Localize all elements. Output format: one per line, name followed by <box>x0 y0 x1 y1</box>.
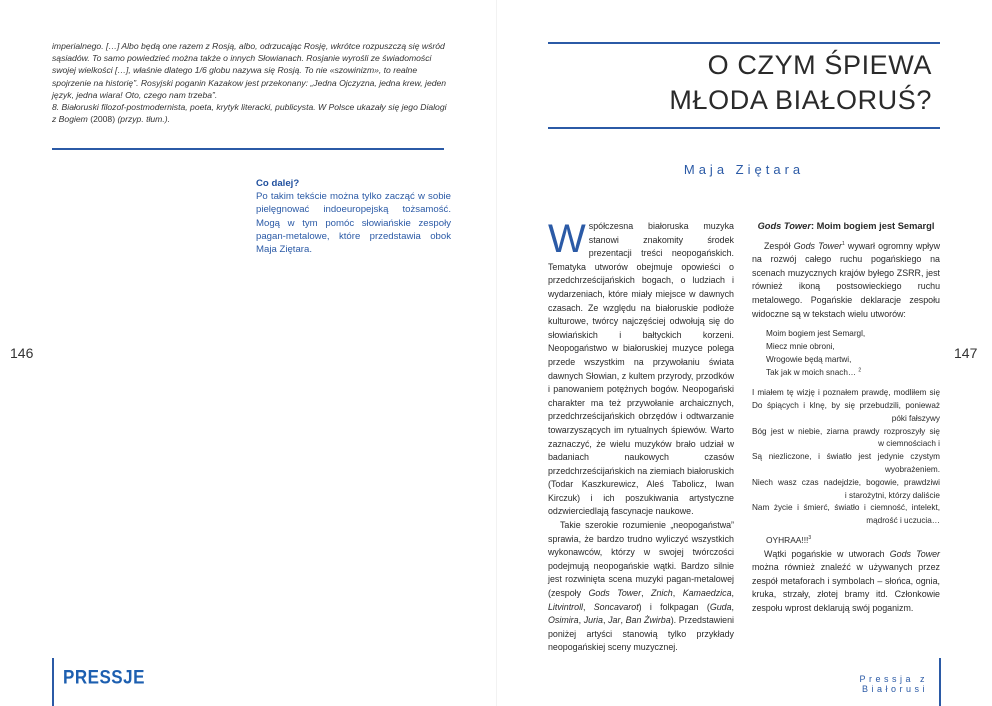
band-name: Juria <box>583 615 603 626</box>
lyrics-verse-1 <box>752 327 940 379</box>
subheading-text: : Moim bogiem jest Semargl <box>810 221 935 231</box>
footnote-8 <box>52 101 450 125</box>
footnote-text: imperialnego. […] Albo będą one razem z Rosją, albo, odrzucając Rosję, wkrótce rozpuszczą się wśród sąsiadów. To samo powiedzieć można także o innych Słowianach. Rosjanie wyrośli ze świadomości swojej wielkości […], właśnie dlatego 1/6 globu nazywa się Rosją. To nie «szowinizm», to realne spojrzenie na historię”. Rosyjski poganin Kazakow jest przekonany: „Jedna Ojczyzna, jedna krew, jeden język, jedna wiara! Oto, czego nam trzeba”. <box>52 41 447 100</box>
section-subheading <box>752 220 940 234</box>
footnote-ref: 3 <box>808 535 812 542</box>
verse-line: Nam życie i śmierć, światło i ciemność, intelekt, <box>752 503 940 513</box>
verse-line <box>766 366 940 379</box>
verse-line: Bóg jest w niebie, ziarna prawdy rozproszyły się <box>752 426 940 436</box>
footnote-divider <box>52 148 444 150</box>
verse-line-cont: mądrość i uczucia… <box>866 516 940 526</box>
title-rule-bottom <box>548 127 940 129</box>
article-column-1 <box>548 217 735 655</box>
title-line-1: O CZYM ŚPIEWA <box>707 50 932 80</box>
second-paragraph <box>548 519 734 655</box>
text-run: , <box>583 601 594 612</box>
verse-line-cont: póki fałszywy <box>891 413 940 423</box>
band-name: Gods Tower <box>889 548 940 559</box>
verse-line: I miałem tę wizję i poznałem prawdę, modliłem się <box>752 388 940 398</box>
running-footer: Pressja z Białorusi <box>859 674 928 694</box>
footer-bar-right <box>939 658 941 706</box>
band-name: Guda <box>709 601 732 612</box>
subheading-band: Gods Tower <box>757 221 811 231</box>
whats-next-title: Co dalej? <box>256 178 300 189</box>
drop-cap: W <box>548 217 586 261</box>
whats-next-body: Po takim tekście można tylko zacząć w sobie pielęgnować indoeuropejską tożsamość. Mogą w tym pomóc słowiańskie zespoły pagan-metalowe, które przedstawia obok Maja Ziętara. <box>256 191 451 256</box>
text-run: Zespół <box>764 240 794 251</box>
text-run: , <box>620 615 626 626</box>
text-run: , <box>602 615 609 626</box>
verse-line: Wrogowie będą martwi, <box>766 355 852 365</box>
title-line-2: MŁODA BIAŁORUŚ? <box>669 85 932 115</box>
text-run: wywarł ogromny wpływ na rozwój całego ruchu pogańskiego na scenach muzycznych krajów byłego ZSRR, jest również ikoną postsowieckiego ruchu metalowego. Pogańskie deklaracje zespołu widoczne są w tekstach wielu utworów: <box>752 240 940 319</box>
verse-line: Do śpiących i klnę, by się przebudzili, ponieważ <box>752 400 940 410</box>
intro-paragraph <box>548 217 734 519</box>
verse-line-cont: i starożytni, którzy daliście <box>844 490 940 500</box>
footnote-8-note: (przyp. tłum.). <box>115 114 170 125</box>
band-name: Znich <box>651 588 673 599</box>
text-run: , <box>731 588 734 599</box>
footnote-8-text: 8. Białoruski filozof-postmodernista, poeta, krytyk literacki, publicysta. W Polsce ukazały się jego Dialogi z Bogiem <box>52 102 447 125</box>
title-rule-top <box>548 42 940 44</box>
intro-text: spółczesna białoruska muzyka stanowi znakomity środek prezentacji treści neopogańskich. Tematyka utworów obejmuje opowieści o przedchrześcijańskich bogach, o ludziach i wydarzeniach, które miały miejsce w dawnych czasach. Ze względu na białoruskie podłoże kulturowe, twórcy najczęściej odwołują się do słowiańskich i bałtyckich korzeni. Neopogaństwo w białoruskiej muzyce polega przede wszystkim na przywołaniu świata dawnych Słowian, z kultem przyrody, przodków i panowaniem potężnych bogów. Neopogański charakter ma też przywołanie archaicznych, przedchrześcijańskich obrzędów i odtwarzanie towarzyszących im rytualnych śpiewów. Warto zaznaczyć, że wielu muzyków brało udział w badaniach naukowych czasów przedchrześcijańskich na ziemiach białoruskich (Todar Kaszkurewicz, Aleś Tabolicz, Iwan Kirczuk) i ich poszukiwania artystyczne odzwierciedlają fascynacje naukowe. <box>548 221 734 517</box>
band-name: Ban Żwirba <box>625 615 671 626</box>
text-run: , <box>731 601 734 612</box>
verse-line: Moim bogiem jest Semargl, <box>766 329 866 339</box>
footnote-8-year: (2008) <box>90 114 116 125</box>
text-run: ) i folkpagan ( <box>638 601 710 612</box>
pressje-logo: PRESSJE <box>63 666 145 688</box>
text-run: , <box>641 588 652 599</box>
band-name: Gods Tower <box>588 588 642 599</box>
text-run: , <box>578 615 584 626</box>
page-number-right: 147 <box>954 345 978 361</box>
band-name: Gods Tower <box>793 240 842 251</box>
closing-paragraph <box>752 548 940 616</box>
article-column-2 <box>752 220 940 615</box>
band-name: Jar <box>608 615 621 626</box>
article-author: Maja Ziętara <box>683 162 805 177</box>
whats-next-box <box>256 177 451 256</box>
verse-line: Miecz mnie obroni, <box>766 342 835 352</box>
gods-tower-paragraph <box>752 240 940 322</box>
text-run: Takie szerokie rozumienie „neopogaństwa” sprawia, że bardzo trudno wyliczyć wszystkich wykonawców, którzy w swojej twórczości podejmują neopogańskie wątki. Bardzo silnie jest rozwinięta scena muzyki pagan-metalowej (zespoły <box>548 520 734 599</box>
verse-line-cont: w ciemnościach i <box>878 439 940 449</box>
verse-line: Niech wasz czas nadejdzie, bogowie, prawdziwi <box>752 477 940 487</box>
band-name: Soncavarot <box>593 601 639 612</box>
band-name: Litvintroll <box>548 601 584 612</box>
band-name: Kamaedzica <box>682 588 732 599</box>
text-run: ). Przedstawieni poniżej artyści stanowią tylko przykłady neopogańskiej sceny muzycznej. <box>548 615 735 653</box>
band-name: Osimira <box>548 615 579 626</box>
footnote-ref: 1 <box>841 240 845 247</box>
text-run: można również znaleźć w używanych przez zespół metaforach i symbolach – słońca, ognia, kruka, strzały, złotej bramy itd. Członkowie zespołu wprost deklarują swój poganizm. <box>752 562 940 613</box>
lyrics-exclamation <box>752 534 940 548</box>
article-title <box>548 48 932 118</box>
verse-line: Są niezliczone, i światło jest jedynie czystym <box>752 452 940 462</box>
footer-bar-left <box>52 658 54 706</box>
footnotes <box>52 40 450 125</box>
verse-line-cont: wyobrażeniem. <box>884 464 940 474</box>
lyrics-verse-2 <box>752 387 940 528</box>
page-gutter <box>496 0 497 706</box>
footnote-ref: 2 <box>858 367 862 374</box>
text-run: Wątki pogańskie w utworach <box>764 548 890 559</box>
exclamation-text: OYHRAA!!! <box>766 534 809 545</box>
text-run: , <box>672 588 683 599</box>
footnote-continuation <box>52 40 450 101</box>
verse-line-text: Tak jak w moich snach… <box>766 368 857 378</box>
page-number-left: 146 <box>10 345 34 361</box>
